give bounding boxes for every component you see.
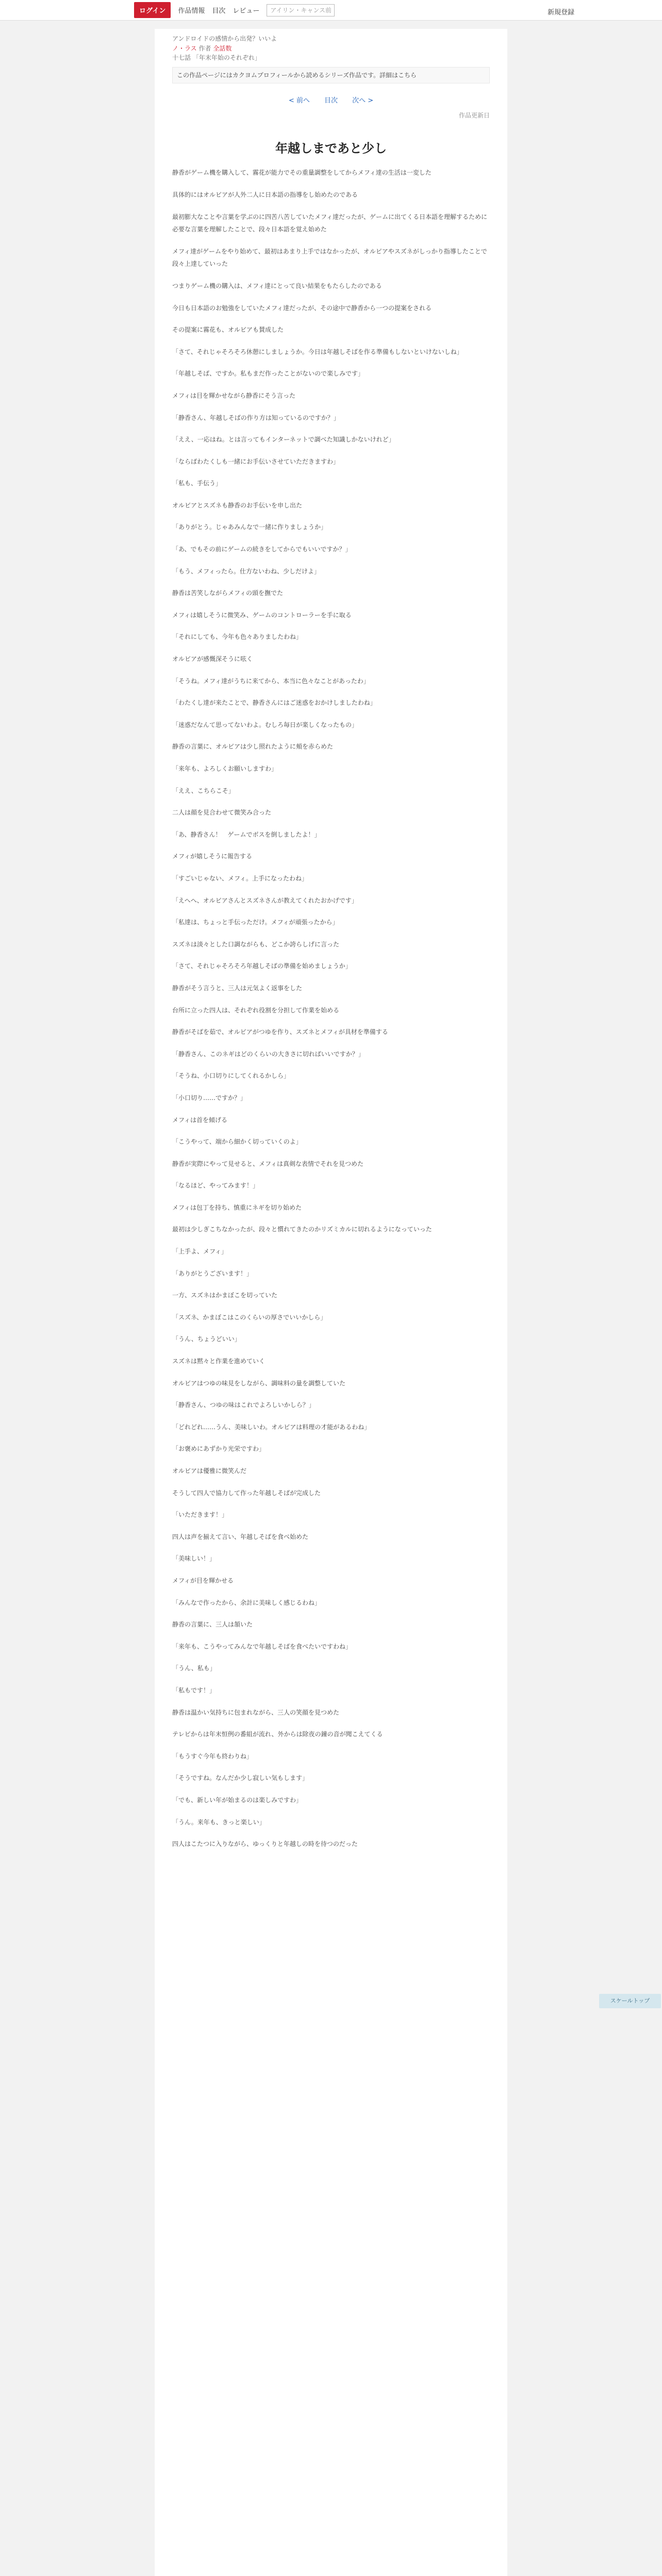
body-paragraph: オルビアは優雅に微笑んだ (172, 1467, 247, 1475)
body-paragraph: オルビアとスズネも静香のお手伝いを申し出た (172, 501, 303, 509)
body-paragraph: 「えへへ、オルビアさんとスズネさんが教えてくれたおかげです」 (172, 896, 358, 904)
body-paragraph: テレビからは年末恒例の番組が流れ、外からは除夜の鐘の音が聞こえてくる (172, 1731, 383, 1738)
body-paragraph: 「来年も、こうやってみんなで年越しそばを食べたいですわね」 (172, 1642, 352, 1650)
body-paragraph: 「静香さん、つゆの味はこれでよろしいかしら？」 (172, 1401, 315, 1409)
next-link[interactable]: 次へ > (352, 97, 374, 105)
body-paragraph: 「それにしても、今年も色々ありましたわね」 (172, 633, 303, 641)
episode-pager (172, 95, 490, 105)
body-paragraph: 「すごいじゃない、メフィ。上手になったわね」 (172, 874, 308, 882)
meta-line-1: アンドロイドの感情から出発？いいよ (172, 35, 277, 42)
body-paragraph: 「いただきます！」 (172, 1511, 228, 1519)
scroll-top-button[interactable]: スケールトップ (599, 1994, 661, 2008)
author-name[interactable]: ノ・ラス (172, 44, 197, 52)
body-paragraph: 「ええ、こちらこそ」 (172, 787, 235, 794)
body-paragraph: そうして四人で協力して作った年越しそばが完成した (172, 1489, 321, 1497)
body-paragraph: 「うん。来年も、きっと楽しい」 (172, 1818, 266, 1826)
body-paragraph: 「あ、静香さん！ ゲームでボスを倒しましたよ！」 (172, 831, 321, 838)
body-paragraph: 「うん、ちょうどいい」 (172, 1335, 241, 1343)
body-paragraph: その提案に霧花も、オルビアも賛成した (172, 326, 284, 334)
body-paragraph: 「私達は、ちょっと手伝っただけ。メフィが頑張ったから」 (172, 919, 339, 926)
body-paragraph: 一方、スズネはかまぼこを切っていた (172, 1292, 278, 1299)
body-paragraph: 「もうすぐ今年も終わりね」 (172, 1752, 253, 1760)
body-paragraph: 静香の言葉に、三人は頷いた (172, 1621, 253, 1629)
index-link[interactable]: 目次 (324, 97, 338, 105)
body-paragraph: 「あ、でもその前にゲームの続きをしてからでもいいですか？」 (172, 546, 352, 553)
body-paragraph: オルビアが感慨深そうに呟く (172, 655, 253, 663)
body-paragraph: 「来年も、よろしくお願いしますわ」 (172, 765, 278, 772)
body-paragraph: 「もう、メフィったら。仕方ないわね、少しだけよ」 (172, 567, 321, 575)
body-paragraph: 「どれどれ……うん、美味しいわ。オルビアは料理の才能があるわね」 (172, 1423, 371, 1431)
body-paragraph: 「お褒めにあずかり光栄ですわ」 (172, 1445, 266, 1453)
body-paragraph: 台所に立った四人は、それぞれ役割を分担して作業を始める (172, 1006, 340, 1014)
login-button[interactable]: ログイン (134, 2, 171, 18)
body-paragraph: 「こうやって、端から細かく切っていくのよ」 (172, 1138, 302, 1146)
nav-item-contents[interactable]: 目次 (212, 7, 226, 15)
body-paragraph: 「私も、手伝う」 (172, 480, 222, 487)
body-paragraph: 「美味しい！」 (172, 1555, 216, 1563)
body-paragraph: 「ありがとうございます！」 (172, 1269, 253, 1277)
body-paragraph: 静香がそう言うと、三人は元気よく返事をした (172, 984, 303, 992)
meta-line-3: 十七話 「年末年始のそれぞれ」 (172, 54, 261, 62)
body-paragraph: 「でも、新しい年が始まるのは楽しみですわ」 (172, 1796, 303, 1804)
body-paragraph: メフィは首を傾げる (172, 1116, 228, 1124)
body-paragraph: メフィが目を輝かせる (172, 1577, 234, 1584)
body-paragraph: 「ありがとう。じゃあみんなで一緒に作りましょうか」 (172, 523, 327, 531)
episode-meta (172, 29, 490, 83)
body-paragraph: 静香は温かい気持ちに包まれながら、三人の笑顔を見つめた (172, 1708, 340, 1716)
body-paragraph: 静香がそばを茹で、オルビアがつゆを作り、スズネとメフィが具材を準備する (172, 1028, 388, 1036)
meta-line-2 (172, 44, 490, 54)
body-paragraph: 四人は声を揃えて言い、年越しそばを食べ始めた (172, 1533, 309, 1540)
body-paragraph: 「スズネ、かまぼこはこのくらいの厚さでいいかしら」 (172, 1313, 327, 1321)
body-paragraph: 具体的にはオルビアが人外二人に日本語の指導をし始めたのである (172, 191, 358, 198)
body-paragraph: メフィが嬉しそうに報告する (172, 853, 253, 860)
body-paragraph: スズネは淡々とした口調ながらも、どこか誇らしげに言った (172, 940, 340, 948)
notice-box: この作品ページにはカクヨムプロフィールから読めるシリーズ作品です。詳細はこちら (172, 67, 490, 84)
body-paragraph: 「さて、それじゃそろそろ休憩にしましょうか。今日は年越しそばを作る準備もしないといけないしね」 (172, 348, 463, 355)
search-input[interactable] (267, 4, 335, 16)
body-paragraph: スズネは黙々と作業を進めていく (172, 1358, 266, 1365)
body-paragraph: 静香は苦笑しながらメフィの頭を撫でた (172, 589, 284, 597)
nav-item-reviews[interactable]: レビュー (233, 7, 260, 15)
signup-link[interactable]: 新規登録 (547, 9, 574, 16)
body-paragraph: 「静香さん、このネギはどのくらいの大きさに切ればいいですか？」 (172, 1050, 365, 1058)
body-paragraph: 「みんなで作ったから、余計に美味しく感じるわね」 (172, 1599, 321, 1606)
update-date: 作品更新日 (458, 112, 490, 120)
nav-item-work-info[interactable]: 作品情報 (178, 7, 205, 15)
body-paragraph: つまりゲーム機の購入は、メフィ達にとって良い結果をもたらしたのである (172, 282, 382, 290)
body-paragraph: 静香が実際にやって見せると、メフィは真剣な表情でそれを見つめた (172, 1160, 364, 1167)
episode-count: 全話数 (213, 44, 232, 52)
body-paragraph: メフィは包丁を持ち、慎重にネギを切り始めた (172, 1204, 302, 1211)
body-paragraph: 四人はこたつに入りながら、ゆっくりと年越しの時を待つのだった (172, 1840, 358, 1848)
episode-page (155, 29, 507, 2576)
body-paragraph: 「さて、それじゃそろそろ年越しそばの準備を始めましょうか」 (172, 962, 352, 970)
body-paragraph: 「そうね、小口切りにしてくれるかしら」 (172, 1072, 290, 1080)
body-paragraph: 「うん、私も」 (172, 1665, 216, 1672)
body-paragraph: メフィは目を輝かせながら静香にそう言った (172, 392, 296, 399)
body-paragraph: 「迷惑だなんて思ってないわよ。むしろ毎日が楽しくなったもの」 (172, 721, 358, 728)
body-paragraph: 静香がゲーム機を購入して、霧花が能力でその重量調整をしてからメフィ達の生活は一変した (172, 169, 432, 177)
body-paragraph: 「上手よ、メフィ」 (172, 1248, 228, 1256)
body-paragraph: 「そうね。メフィ達がうちに来てから、本当に色々なことがあったわ」 (172, 677, 370, 685)
prev-link[interactable]: < 前へ (288, 97, 310, 105)
body-paragraph: 最初膨大なことや言葉を学ぶのに四苦八苦していたメフィ達だったが、ゲームに出てくる日本語を理解するために必要な言葉を理解したことで、段々日本語を覚え始めた (172, 213, 488, 233)
body-paragraph: 「なるほど、やってみます！」 (172, 1182, 259, 1190)
author-label: 作者 (198, 44, 211, 52)
body-paragraph: 今日も日本語のお勉強をしていたメフィ達だったが、その途中で静香から一つの提案をされる (172, 304, 432, 312)
body-paragraph: 「わたくし達が来たことで、静香さんにはご迷惑をおかけしましたわね」 (172, 699, 376, 707)
body-paragraph: 「ならばわたくしも一緒にお手伝いさせていただきますわ」 (172, 457, 340, 465)
episode-body (172, 166, 490, 1850)
body-paragraph: 「静香さん、年越しそばの作り方は知っているのですか？」 (172, 414, 340, 421)
body-paragraph: 「ええ、一応はね。とは言ってもインターネットで調べた知識しかないけれど」 (172, 436, 395, 444)
body-paragraph: 「私もです！」 (172, 1686, 216, 1694)
body-paragraph: 「小口切り……ですか？」 (172, 1094, 247, 1101)
body-paragraph: 二人は顔を見合わせて微笑み合った (172, 809, 272, 817)
body-paragraph: 静香の言葉に、オルビアは少し照れたように頬を赤らめた (172, 743, 334, 751)
body-paragraph: 最初は少しぎこちなかったが、段々と慣れてきたのかリズミカルに切れるようになっていった (172, 1226, 432, 1233)
episode-title: 年越しまであと少し (275, 141, 387, 156)
body-paragraph: メフィ達がゲームをやり始めて、最初はあまり上手ではなかったが、オルビアやスズネがしっかり指導したことで段々上達していった (172, 247, 487, 268)
body-paragraph: 「そうですね。なんだか少し寂しい気もします」 (172, 1774, 309, 1782)
top-navigation-bar (0, 0, 662, 21)
body-paragraph: 「年越しそば、ですか。私もまだ作ったことがないので楽しみです」 (172, 370, 365, 378)
body-paragraph: オルビアはつゆの味見をしながら、調味料の量を調整していた (172, 1379, 346, 1387)
body-paragraph: メフィは嬉しそうに微笑み、ゲームのコントローラーを手に取る (172, 611, 352, 619)
